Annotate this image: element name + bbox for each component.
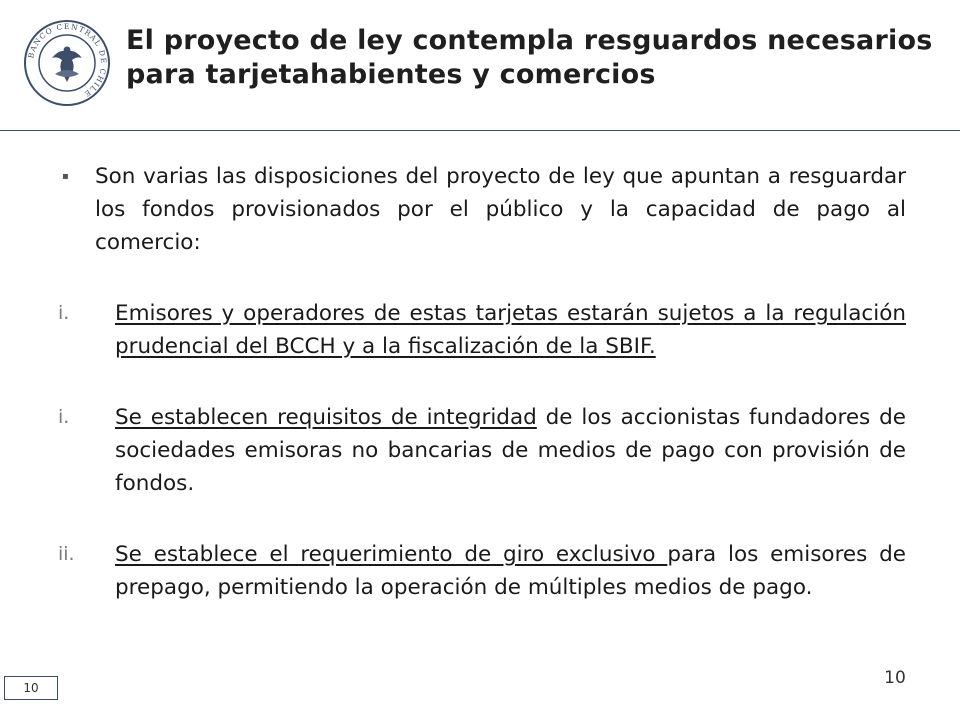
page-number-box: 10	[4, 676, 58, 700]
svg-text:BANCO CENTRAL DE CHILE: BANCO CENTRAL DE CHILE	[26, 21, 109, 100]
list-item-text	[115, 401, 906, 500]
list-item-number: ii.	[58, 543, 75, 565]
list-item-rest: de los accionistas fundadores de sociedades emisoras no bancarias de medios de pago con provisión de fondos.	[115, 405, 906, 496]
slide-body	[58, 160, 906, 642]
page-number: 10	[884, 668, 906, 688]
list-item	[58, 538, 906, 604]
banco-central-logo-icon	[22, 18, 112, 108]
list-item-number: i.	[58, 302, 70, 324]
list-item-rest: para los emisores de prepago, permitiendo la operación de múltiples medios de pago.	[115, 542, 907, 600]
intro-text: Son varias las disposiciones del proyecto de ley que apuntan a resguardar los fondos provisionados por el público y la capacidad de pago al comercio:	[95, 164, 906, 255]
list-item-underlined: Se establece el requerimiento de giro exclusivo	[115, 542, 668, 567]
list-item-underlined: Emisores y operadores de estas tarjetas estarán sujetos a la regulación prudencial del BCCH y a la fiscalización de la SBIF.	[115, 301, 906, 359]
slide-title: El proyecto de ley contempla resguardos necesarios para tarjetahabientes y comercios	[126, 25, 933, 90]
square-bullet-icon: ▪	[62, 171, 69, 182]
list-item	[58, 297, 906, 363]
list-item-number: i.	[58, 406, 70, 428]
list-item-underlined: Se establecen requisitos de integridad	[115, 405, 537, 430]
list-item	[58, 401, 906, 500]
list-item-text	[115, 538, 906, 604]
intro-bullet	[58, 160, 906, 259]
list-item-text	[115, 297, 906, 363]
title-divider	[0, 130, 960, 131]
